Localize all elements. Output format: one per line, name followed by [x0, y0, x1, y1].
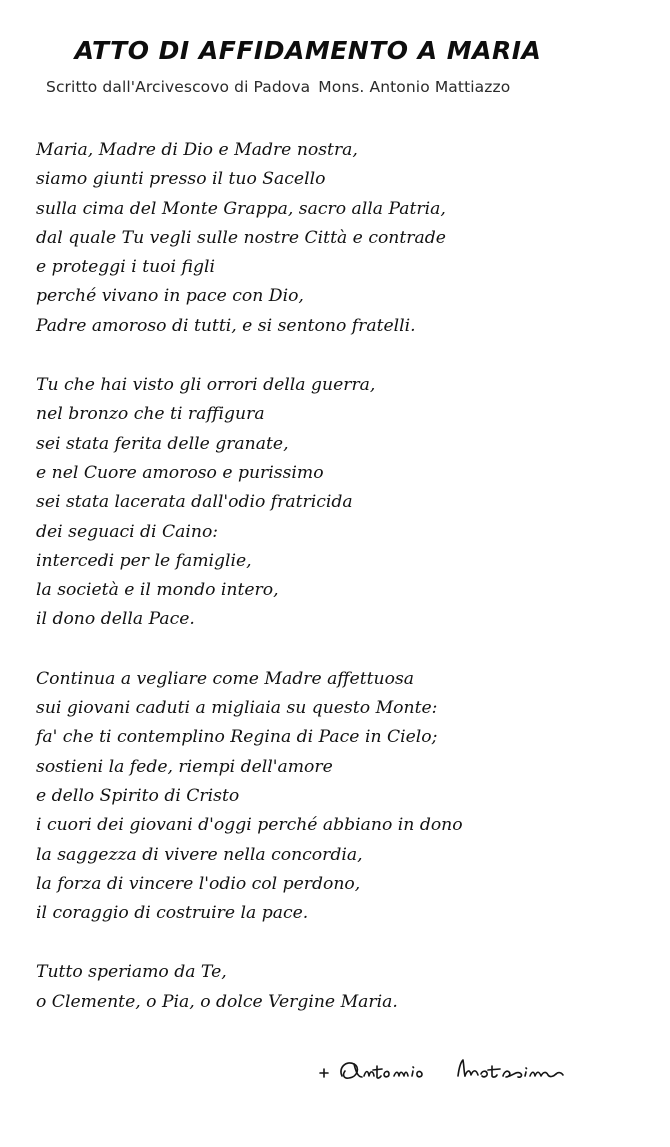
- handwritten-signature: [318, 1050, 578, 1090]
- prayer-text: [36, 136, 463, 1047]
- poem-line: dal quale Tu vegli sulle nostre Città e contrade: [36, 227, 446, 248]
- subtitle-author-name: Mons. Antonio Mattiazzo: [318, 78, 511, 96]
- poem-line: e dello Spirito di Cristo: [36, 785, 240, 806]
- stanza-1: [36, 136, 463, 341]
- poem-line: Padre amoroso di tutti, e si sentono fratelli.: [36, 315, 416, 336]
- poem-line: il dono della Pace.: [36, 609, 195, 630]
- poem-line: siamo giunti presso il tuo Sacello: [36, 169, 326, 190]
- poem-line: sulla cima del Monte Grappa, sacro alla Patria,: [36, 198, 446, 219]
- poem-line: la saggezza di vivere nella concordia,: [36, 844, 363, 865]
- document-title: ATTO DI AFFIDAMENTO A MARIA: [74, 36, 542, 65]
- poem-line: la società e il mondo intero,: [36, 580, 279, 601]
- poem-line: sui giovani caduti a migliaia su questo Monte:: [36, 698, 438, 719]
- poem-line: e proteggi i tuoi figli: [36, 257, 215, 278]
- poem-line: Continua a vegliare come Madre affettuosa: [36, 668, 415, 689]
- poem-line: intercedi per le famiglie,: [36, 550, 252, 571]
- stanza-3: [36, 665, 463, 929]
- poem-line: perché vivano in pace con Dio,: [36, 286, 304, 307]
- document-subtitle: [46, 78, 510, 96]
- stanza-2: [36, 371, 463, 635]
- poem-line: fa' che ti contemplino Regina di Pace in Cielo;: [36, 727, 438, 748]
- poem-line: nel bronzo che ti raffigura: [36, 404, 265, 425]
- poem-line: i cuori dei giovani d'oggi perché abbiano in dono: [36, 815, 463, 836]
- poem-line: dei seguaci di Caino:: [36, 521, 219, 542]
- poem-line: Tu che hai visto gli orrori della guerra,: [36, 375, 376, 396]
- poem-line: la forza di vincere l'odio col perdono,: [36, 873, 361, 894]
- subtitle-author-line: Scritto dall'Arcivescovo di Padova: [46, 78, 311, 96]
- stanza-4: [36, 958, 463, 1017]
- poem-line: e nel Cuore amoroso e purissimo: [36, 462, 324, 483]
- poem-line: sostieni la fede, riempi dell'amore: [36, 756, 333, 777]
- poem-line: sei stata lacerata dall'odio fratricida: [36, 492, 353, 513]
- poem-line: Maria, Madre di Dio e Madre nostra,: [36, 140, 358, 160]
- poem-line: o Clemente, o Pia, o dolce Vergine Maria.: [36, 991, 398, 1012]
- poem-line: sei stata ferita delle granate,: [36, 433, 289, 454]
- poem-line: il coraggio di costruire la pace.: [36, 903, 309, 924]
- poem-line: Tutto speriamo da Te,: [36, 962, 227, 983]
